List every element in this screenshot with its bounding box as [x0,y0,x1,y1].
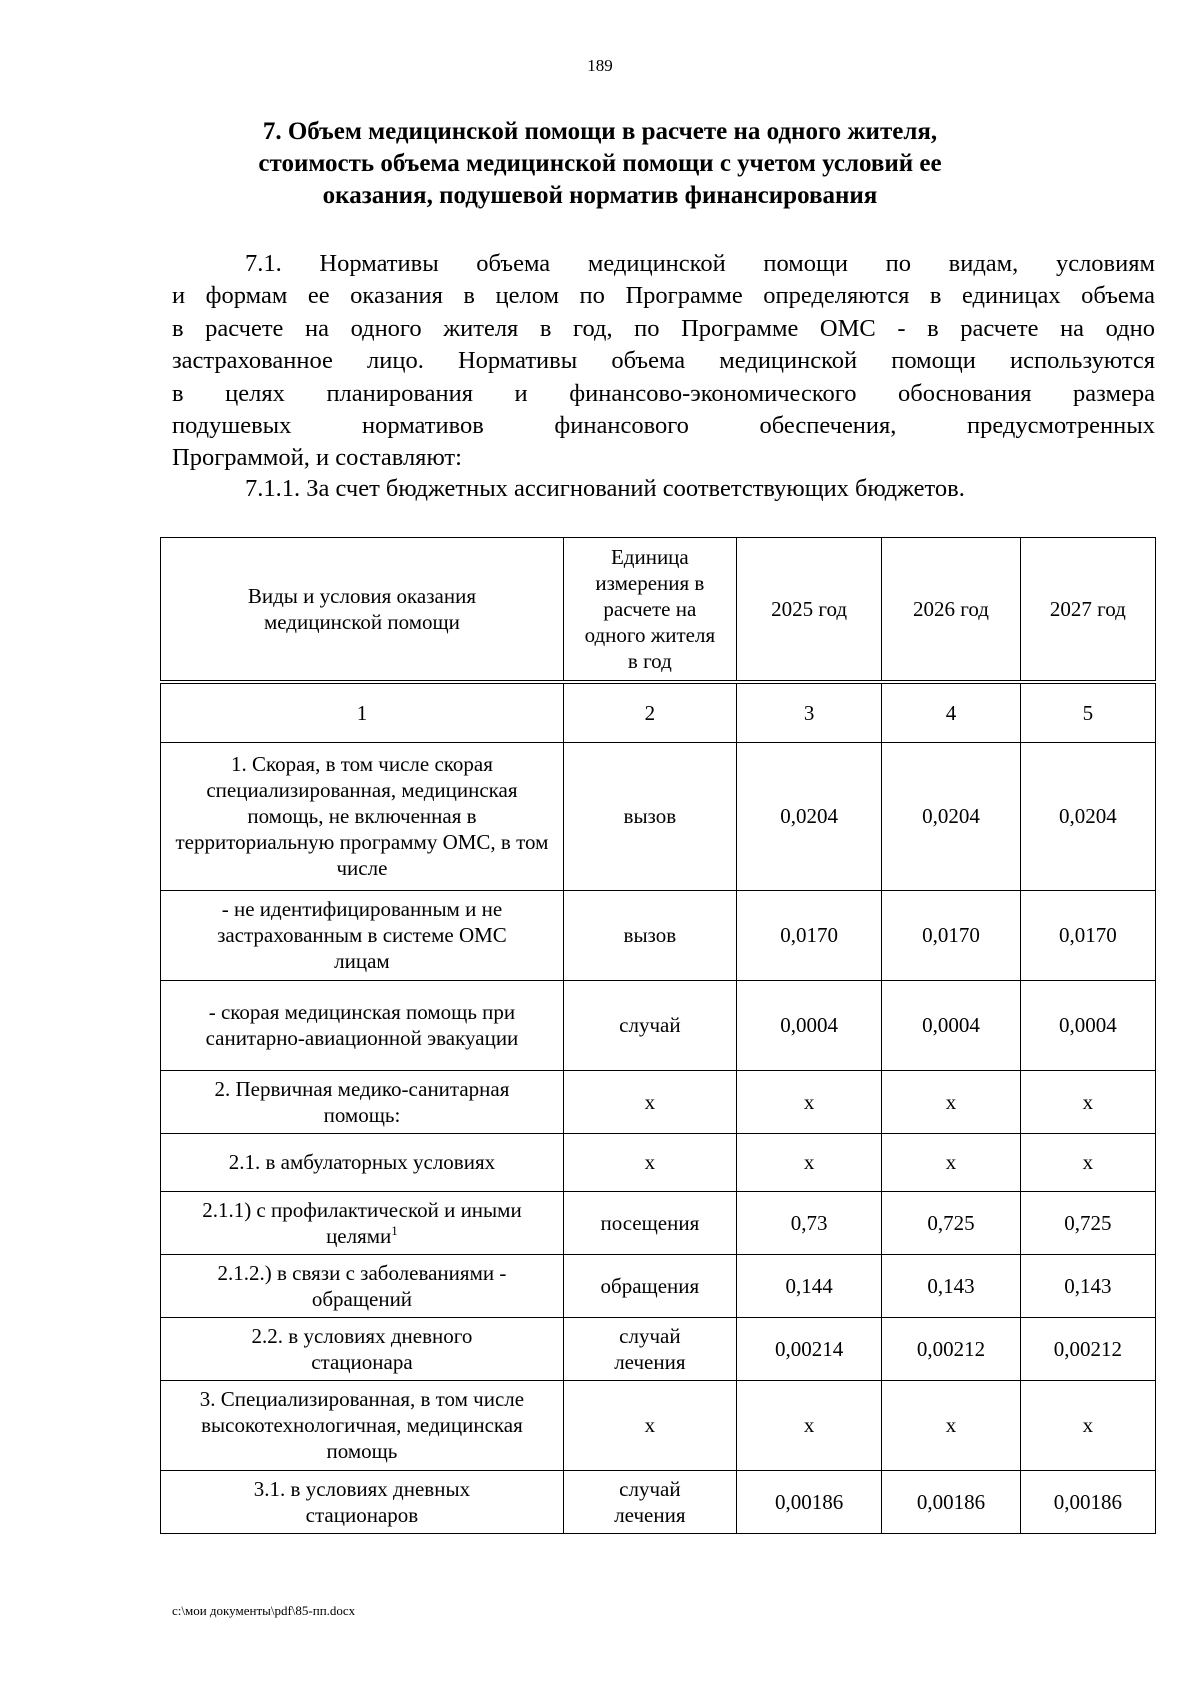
row-value-2026: 0,0004 [882,980,1020,1070]
row-value-2027: 0,0170 [1020,890,1155,980]
header-cell-2026: 2026 год [882,538,1020,683]
heading-line: оказания, подушевой норматив финансирования [322,182,878,209]
row-value-2025: 0,0004 [736,980,881,1070]
column-number: 5 [1020,682,1155,742]
column-number-row [161,682,1156,742]
row-unit: вызов [563,742,736,890]
table-row [161,1133,1156,1191]
page-number: 189 [587,56,613,75]
row-value-2027: 0,0204 [1020,742,1155,890]
column-number: 4 [882,682,1020,742]
footnote-marker: 1 [391,1222,398,1238]
row-value-2025: 0,0204 [736,742,881,890]
table-header-row [161,538,1156,683]
row-unit: вызов [563,890,736,980]
paragraph-line: подушевых нормативов финансового обеспечения, предусмотренных [172,411,1155,439]
row-value-2027: 0,00212 [1020,1317,1155,1380]
header-cell-unit: Единица измерения в расчете на одного жителя в год [563,538,736,683]
row-name [161,1191,564,1254]
row-value-2026: 0,00186 [882,1470,1020,1533]
row-value-2026: 0,143 [882,1254,1020,1317]
row-value-2026: 0,725 [882,1191,1020,1254]
row-value-2025: 0,00186 [736,1470,881,1533]
row-value-2027: 0,725 [1020,1191,1155,1254]
table-row [161,1470,1156,1533]
norms-table [160,537,1156,1534]
row-value-2025: 0,0170 [736,890,881,980]
row-name: 2. Первичная медико-санитарная помощь: [161,1070,564,1133]
row-value-2026: 0,0204 [882,742,1020,890]
paragraph-line: в целях планирования и финансово-экономического обоснования размера [172,379,1155,407]
row-value-2027: x [1020,1133,1155,1191]
row-value-2027: x [1020,1380,1155,1470]
row-unit: случай лечения [563,1470,736,1533]
section-heading [170,116,1030,212]
row-value-2026: x [882,1380,1020,1470]
row-name: 2.2. в условиях дневного стационара [161,1317,564,1380]
row-name-text: 2.1.1) с профилактической и иными целями [202,1197,522,1248]
table-row [161,1070,1156,1133]
paragraph-line: и формам ее оказания в целом по Программе определяются в единицах объема [172,282,1155,310]
row-unit: x [563,1070,736,1133]
row-value-2025: 0,144 [736,1254,881,1317]
subparagraph-7-1-1: 7.1.1. За счет бюджетных ассигнований соответствующих бюджетов. [245,475,965,502]
paragraph-line: 7.1. Нормативы объема медицинской помощи по видам, условиям [245,250,1155,277]
row-value-2027: x [1020,1070,1155,1133]
row-unit: обращения [563,1254,736,1317]
row-value-2025: x [736,1070,881,1133]
row-unit: случай лечения [563,1317,736,1380]
paragraph-7-1 [172,248,1155,475]
column-number: 3 [736,682,881,742]
row-name: 2.1. в амбулаторных условиях [161,1133,564,1191]
table-row [161,1380,1156,1470]
paragraph-line: застрахованное лицо. Нормативы объема медицинской помощи используются [172,347,1155,375]
table-row [161,742,1156,890]
row-unit: x [563,1133,736,1191]
row-unit: посещения [563,1191,736,1254]
paragraph-line: в расчете на одного жителя в год, по Программе ОМС - в расчете на одно [172,314,1155,342]
row-name: - скорая медицинская помощь при санитарно-авиационной эвакуации [161,980,564,1070]
heading-line: стоимость объема медицинской помощи с учетом условий ее [258,150,942,177]
table-row [161,1317,1156,1380]
row-value-2025: x [736,1380,881,1470]
footer-file-path: c:\мои документы\pdf\85-пп.docx [172,1603,356,1618]
row-name: 2.1.2.) в связи с заболеваниями - обращений [161,1254,564,1317]
row-value-2025: 0,00214 [736,1317,881,1380]
row-value-2026: x [882,1070,1020,1133]
row-value-2027: 0,00186 [1020,1470,1155,1533]
row-name: - не идентифицированным и не застрахованным в системе ОМС лицам [161,890,564,980]
row-name: 3. Специализированная, в том числе высокотехнологичная, медицинская помощь [161,1380,564,1470]
heading-line: 7. Объем медицинской помощи в расчете на одного жителя, [262,118,938,145]
row-value-2025: 0,73 [736,1191,881,1254]
row-value-2025: x [736,1133,881,1191]
row-unit: случай [563,980,736,1070]
table-row [161,1191,1156,1254]
row-value-2026: 0,00212 [882,1317,1020,1380]
column-number: 2 [563,682,736,742]
table-row [161,1254,1156,1317]
row-value-2026: 0,0170 [882,890,1020,980]
row-value-2026: x [882,1133,1020,1191]
row-unit: x [563,1380,736,1470]
header-cell-kind: Виды и условия оказания медицинской помощи [161,538,564,683]
row-name: 1. Скорая, в том числе скорая специализированная, медицинская помощь, не включенная в территориальную программу ОМС, в том числе [161,742,564,890]
column-number: 1 [161,682,564,742]
paragraph-line: Программой, и составляют: [172,444,462,472]
header-cell-2025: 2025 год [736,538,881,683]
table-row [161,890,1156,980]
row-name: 3.1. в условиях дневных стационаров [161,1470,564,1533]
row-value-2027: 0,0004 [1020,980,1155,1070]
row-value-2027: 0,143 [1020,1254,1155,1317]
header-cell-2027: 2027 год [1020,538,1155,683]
table-row [161,980,1156,1070]
